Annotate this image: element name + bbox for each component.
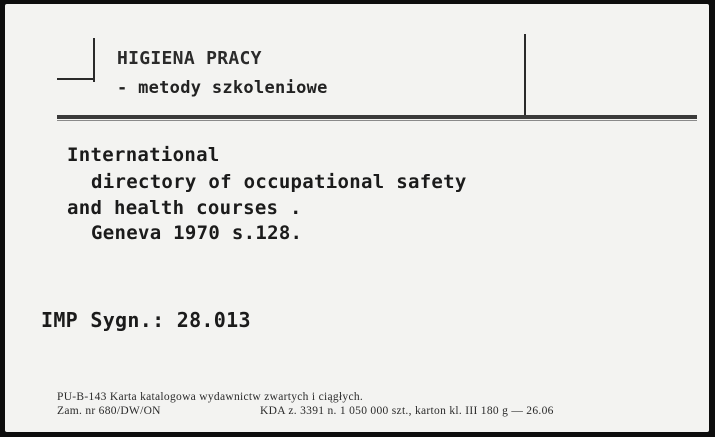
title-line-1: International: [67, 144, 220, 166]
call-number: IMP Sygn.: 28.013: [41, 308, 251, 332]
title-line-2: directory of occupational safety: [91, 171, 467, 193]
header-divider-rule: [57, 115, 697, 119]
catalog-card: [5, 4, 709, 432]
title-line-3: and health courses .: [67, 197, 302, 219]
header-right-vertical-rule: [524, 34, 526, 116]
header-left-horizontal-rule: [57, 78, 93, 80]
footer-order-number: Zam. nr 680/DW/ON: [57, 405, 161, 417]
footer-form-line: PU-B-143 Karta katalogowa wydawnictw zwartych i ciągłych.: [57, 391, 364, 403]
subject-subheading: - metody szkoleniowe: [117, 78, 328, 98]
subject-heading: HIGIENA PRACY: [117, 48, 262, 69]
header-left-vertical-rule: [93, 38, 95, 82]
publication-line: Geneva 1970 s.128.: [91, 222, 303, 244]
header-divider-shadow-rule: [57, 120, 697, 121]
footer-print-details: KDA z. 3391 n. 1 050 000 szt., karton kl. III 180 g — 26.06: [260, 405, 554, 417]
